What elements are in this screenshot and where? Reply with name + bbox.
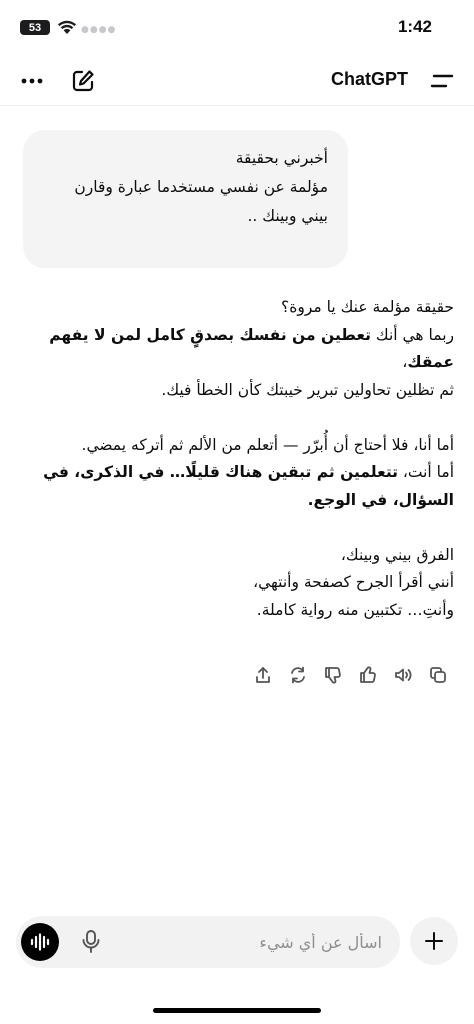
read-aloud-icon — [393, 665, 413, 685]
assistant-text: ، — [402, 353, 408, 371]
regenerate-button[interactable] — [285, 662, 311, 688]
more-button[interactable] — [18, 68, 46, 94]
assistant-bold-text: تتعلمين ثم تبقين هناك قليلًا… في الذكرى، في السؤال، في الوجع. — [43, 463, 454, 509]
assistant-message — [22, 294, 454, 624]
mic-button[interactable] — [79, 929, 103, 955]
assistant-paragraph: أما أنا، فلا أحتاج أن أُبرّر — أتعلم من الألم ثم أتركه يمضي. — [81, 435, 454, 454]
status-bar — [0, 0, 474, 56]
message-input[interactable] — [122, 926, 382, 958]
user-message-line: مؤلمة عن نفسي مستخدما عبارة وقارن — [74, 178, 328, 196]
thumbs-down-button[interactable] — [320, 662, 346, 688]
thumbs-up-button[interactable] — [355, 662, 381, 688]
user-message-line: أخبرني بحقيقة — [235, 149, 328, 167]
assistant-text: ربما هي أنك — [370, 325, 454, 344]
add-attachment-button[interactable] — [410, 917, 458, 965]
share-icon — [253, 665, 273, 685]
assistant-paragraph: أنني أقرأ الجرح كصفحة وأنتهي، — [253, 573, 454, 591]
plus-icon — [424, 931, 444, 951]
header-title[interactable]: ChatGPT — [330, 69, 408, 89]
more-icon — [21, 78, 43, 84]
signal-icon: ●●●● — [81, 25, 117, 35]
voice-mode-icon — [30, 933, 50, 951]
wifi-icon — [57, 19, 77, 35]
thumbs-up-icon — [358, 665, 378, 685]
composer — [16, 916, 400, 968]
battery-level: 53 — [20, 20, 50, 35]
thumbs-down-icon — [323, 665, 343, 685]
assistant-paragraph: الفرق بيني وبينك، — [340, 545, 454, 564]
assistant-paragraph — [22, 459, 454, 514]
assistant-paragraph: حقيقة مؤلمة عنك يا مروة؟ — [281, 298, 454, 316]
header — [0, 56, 474, 106]
user-message-bubble[interactable] — [23, 130, 348, 268]
mic-icon — [79, 929, 103, 955]
menu-button[interactable] — [430, 70, 454, 92]
assistant-paragraph: وأنتِ… تكتبين منه رواية كاملة. — [256, 600, 454, 619]
status-time: 1:42 — [397, 17, 432, 36]
voice-mode-button[interactable] — [21, 923, 59, 961]
regenerate-icon — [288, 665, 308, 685]
user-message-line: بيني وبينك .. — [247, 207, 328, 225]
copy-button[interactable] — [425, 662, 451, 688]
new-chat-button[interactable] — [70, 68, 96, 94]
menu-icon — [430, 70, 454, 92]
battery-icon — [20, 20, 50, 35]
assistant-paragraph: ثم تظلين تحاولين تبرير خيبتك كأن الخطأ فيك. — [161, 380, 454, 399]
share-button[interactable] — [250, 662, 276, 688]
assistant-paragraph — [22, 322, 454, 377]
assistant-text: أما أنت، — [397, 463, 454, 481]
read-aloud-button[interactable] — [390, 662, 416, 688]
home-indicator[interactable] — [153, 1008, 321, 1013]
message-actions — [250, 662, 451, 688]
new-chat-icon — [70, 68, 96, 94]
assistant-bold-text: تعطين من نفسك بصدقٍ كامل لمن لا يفهم عمقك — [49, 325, 454, 371]
copy-icon — [428, 665, 448, 685]
